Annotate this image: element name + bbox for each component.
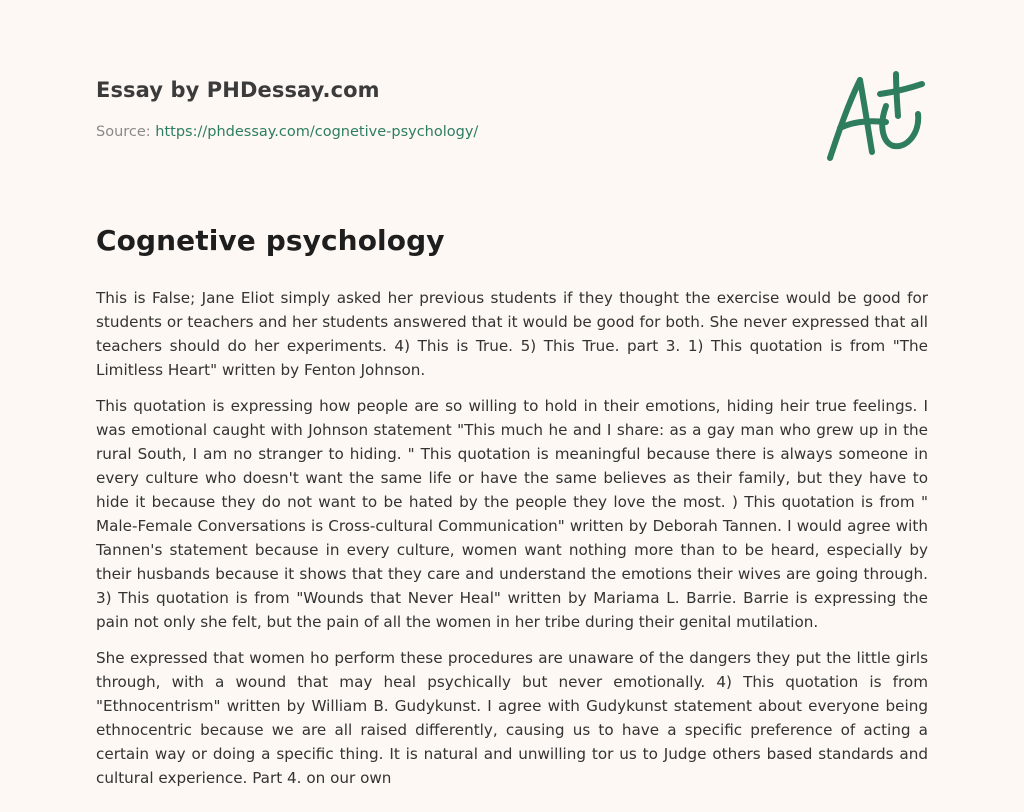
source-link[interactable]: https://phdessay.com/cognetive-psychology/ — [155, 124, 479, 140]
essay-paragraph: This quotation is expressing how people are so willing to hold in their emotions, hiding heir true feelings. I was emotional caught with Johnson statement "This much he and I share: as a gay man who grew up in the rural South, I am no stranger to hiding. " This quotation is meaningful because there is always someone in every culture who doesn't want the same life or have the same believes as their family, but they have to hide it because they do not want to be hated by the people they love the most. ) This quotation is from " Male-Female Conversations is Cross-cultural Communication" written by Deborah Tannen. I would agree with Tannen's statement because in every culture, women want nothing more than to be heard, especially by their husbands because it shows that they care and understand the emotions their wives are going through. 3) This quotation is from "Wounds that Never Heal" written by Mariama L. Barrie. Barrie is expressing the pain not only she felt, but the pain of all the women in her tribe during their genital mutilation. — [96, 397, 928, 631]
essay-body — [96, 286, 928, 802]
source-line — [96, 124, 478, 140]
essay-title: Cognetive psychology — [96, 224, 445, 257]
essay-paragraph: This is False; Jane Eliot simply asked her previous students if they thought the exercise would be good for students or teachers and her students answered that it would be good for both. She never expressed that all teachers should do her experiments. 4) This is True. 5) This True. part 3. 1) This quotation is from "The Limitless Heart" written by Fenton Johnson. — [96, 289, 928, 379]
essay-paragraph: She expressed that women ho perform these procedures are unaware of the dangers they put the little girls through, with a wound that may heal psychically but never emotionally. 4) This quotation is from "Ethnocentrism" written by William B. Gudykunst. I agree with Gudykunst statement about everyone being ethnocentric because we are all raised differently, causing us to have a specific preference of acting a certain way or doing a specific thing. It is natural and unwilling tor us to Judge others based standards and cultural experience. Part 4. on our own — [96, 649, 928, 787]
a-plus-grade-logo-icon — [822, 66, 930, 166]
source-label: Source: — [96, 124, 156, 140]
site-brand-title: Essay by PHDessay.com — [96, 78, 380, 102]
